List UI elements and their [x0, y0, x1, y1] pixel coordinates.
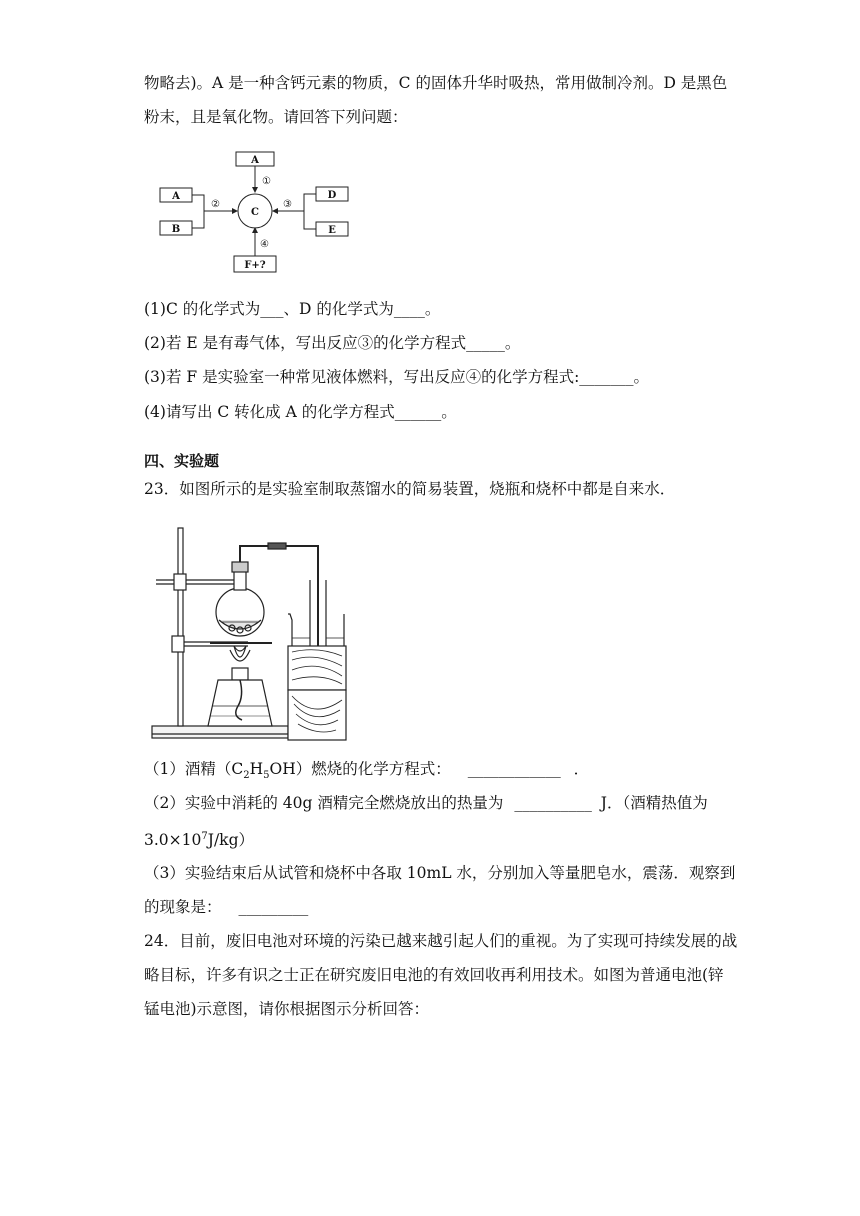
- q24-line-1: 24．目前，废旧电池对环境的污染已越来越引起人们的重视。为了实现可持续发展的战: [144, 932, 738, 950]
- section-title: 四、实验题: [144, 452, 220, 470]
- diagram-step-3: ③: [283, 199, 292, 210]
- reaction-diagram: [156, 150, 352, 276]
- diagram-label-c: C: [251, 207, 259, 218]
- q22-item-2: (2)若 E 是有毒气体，写出反应③的化学方程式_____。: [144, 334, 521, 352]
- diagram-label-left-a: A: [172, 191, 180, 202]
- stand-base: [152, 726, 288, 738]
- diagram-step-1: ①: [262, 176, 271, 187]
- q23-item1-prefix: （1）酒精（C: [144, 760, 244, 778]
- q23-item1-sub2: 5: [263, 770, 270, 782]
- stand-rod: [178, 528, 183, 726]
- q23-heat-value-base: 3.0×10: [144, 831, 202, 850]
- q23-item-3: （3）实验结束后从试管和烧杯中各取 10mL 水，分别加入等量肥皂水，震荡．观察到: [144, 864, 736, 882]
- diagram-step-2: ②: [211, 199, 220, 210]
- q23-stem: 23．如图所示的是实验室制取蒸馏水的简易装置，烧瓶和烧杯中都是自来水．: [144, 480, 676, 498]
- q22-item-3: (3)若 F 是实验室一种常见液体燃料，写出反应④的化学方程式:_______。: [144, 368, 650, 386]
- q23-item-2: [144, 792, 708, 814]
- q23-item2-end: J．（酒精热值为: [600, 794, 708, 812]
- q23-item2-text: （2）实验中消耗的 40g 酒精完全燃烧放出的热量为: [144, 794, 504, 812]
- diagram-label-top-a: A: [251, 155, 259, 166]
- q23-item-3-line-2: [144, 896, 308, 918]
- q24-line-2: 略目标，许多有识之士正在研究废旧电池的有效回收再利用技术。如图为普通电池(锌: [144, 966, 724, 984]
- q24-line-3: 锰电池)示意图，请你根据图示分析回答：: [144, 1000, 430, 1018]
- q23-item1-mid: H: [249, 760, 264, 778]
- q23-item1-sub1: 2: [243, 770, 250, 782]
- intro-line-1: 物略去)。A 是一种含钙元素的物质，C 的固体升华时吸热，常用做制冷剂。D 是黑色: [144, 74, 728, 92]
- diagram-label-right-e: E: [328, 225, 336, 236]
- q23-item1-suffix: OH）燃烧的化学方程式：: [269, 760, 451, 778]
- q23-item-1: [144, 758, 589, 787]
- diagram-label-right-d: D: [327, 190, 337, 201]
- q23-heat-value-unit: J/kg）: [207, 831, 255, 850]
- q22-item-4: (4)请写出 C 转化成 A 的化学方程式______。: [144, 403, 457, 421]
- diagram-label-left-b: B: [171, 224, 181, 235]
- q22-item-1: (1)C 的化学式为___、D 的化学式为____。: [144, 300, 441, 318]
- q23-item2-answer-blank[interactable]: __________: [514, 794, 592, 812]
- q23-item1-end: ．: [573, 760, 590, 778]
- q23-item3-prefix: 的现象是：: [144, 898, 222, 916]
- q23-item3-answer-blank[interactable]: _________: [238, 898, 309, 916]
- diagram-step-4: ④: [260, 239, 269, 250]
- q23-item1-answer-blank[interactable]: ____________: [467, 760, 561, 778]
- distillation-apparatus-illustration: [148, 520, 354, 742]
- intro-line-2: 粉末，且是氧化物。请回答下列问题：: [144, 108, 408, 126]
- diagram-label-bottom-f: F+?: [244, 260, 266, 271]
- q23-heat-value-exponent: 7: [201, 831, 208, 842]
- q23-item-2-line-2: [144, 826, 254, 851]
